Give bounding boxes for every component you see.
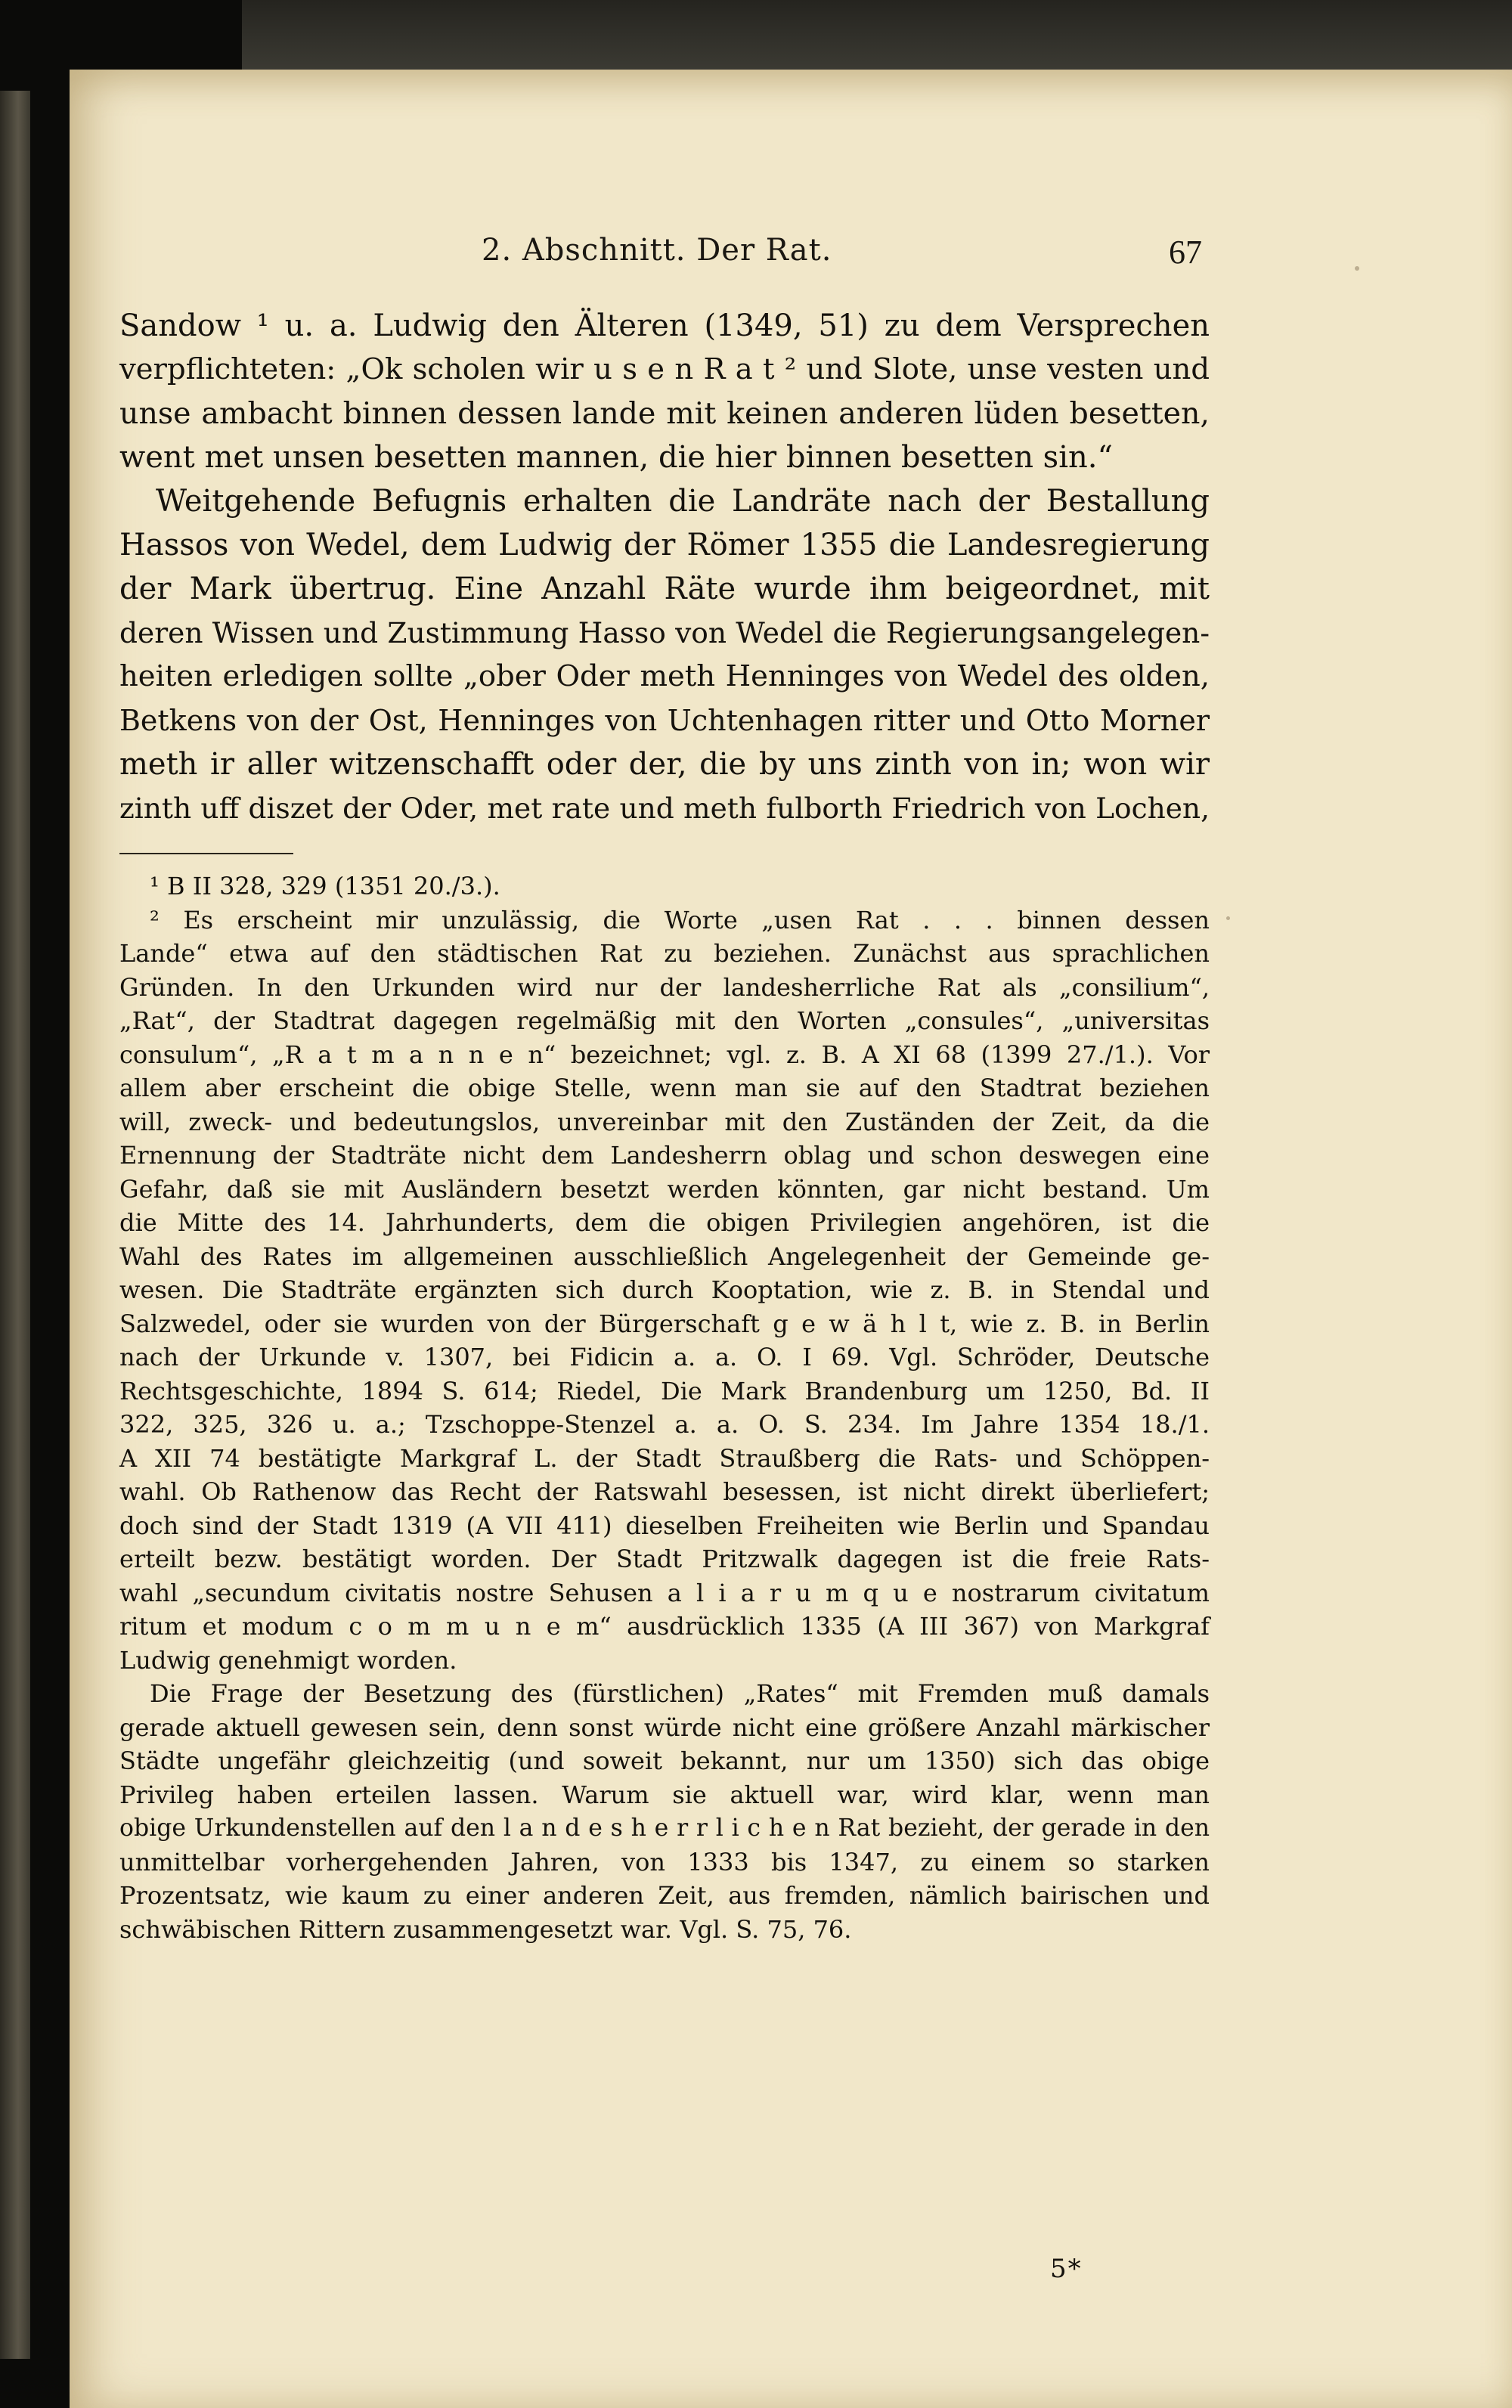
page-body: [119, 304, 1210, 1946]
footnote-line: schwäbischen Rittern zusammengesetzt war. Vgl. S. 75, 76.: [119, 1914, 852, 1944]
footnote-line: Privileg haben erteilen lassen. Warum sie aktuell war, wird klar, wenn man: [119, 1780, 1210, 1809]
footnote-line: Rechtsgeschichte, 1894 S. 614; Riedel, Die Mark Brandenburg um 1250, Bd. II: [119, 1376, 1210, 1405]
footnote-line: A XII 74 bestätigte Markgraf L. der Stadt Straußberg die Rats- und Schöppen-: [119, 1443, 1210, 1473]
text-line: heiten erledigen sollte „ober Oder meth Henninges von Wedel des olden,: [119, 659, 1210, 693]
footnote-line: 322, 325, 326 u. a.; Tzschoppe-Stenzel a. a. O. S. 234. Im Jahre 1354 18./1.: [119, 1410, 1210, 1439]
footnote-line: ¹ B II 328, 329 (1351 20./3.).: [150, 872, 500, 900]
footnotes: [119, 869, 1210, 1946]
running-title: 2. Abschnitt. Der Rat.: [482, 233, 832, 268]
text-line: Sandow ¹ u. a. Ludwig den Älteren (1349, 51) zu dem Versprechen: [119, 308, 1210, 343]
footnote-line: doch sind der Stadt 1319 (A VII 411) dieselben Freiheiten wie Berlin und Spandau: [119, 1511, 1210, 1540]
page-number: 67: [1169, 234, 1202, 271]
text-line: Betkens von der Ost, Henninges von Uchtenhagen ritter und Otto Morner: [119, 704, 1210, 737]
footnote-line: ² Es erscheint mir unzulässig, die Worte „usen Rat . . . binnen dessen: [150, 905, 1210, 934]
footnote-line: Gründen. In den Urkunden wird nur der landesherrliche Rat als „consilium“,: [119, 972, 1210, 1002]
footnote-line: Städte ungefähr gleichzeitig (und soweit bekannt, nur um 1350) sich das obige: [119, 1746, 1210, 1775]
footnote-line: wahl. Ob Rathenow das Recht der Ratswahl besessen, ist nicht direkt überliefert;: [119, 1477, 1210, 1506]
footnote-line: gerade aktuell gewesen sein, denn sonst würde nicht eine größere Anzahl märkischer: [119, 1712, 1210, 1742]
paper-speck: [1226, 916, 1230, 920]
footnote-line: Lande“ etwa auf den städtischen Rat zu beziehen. Zunächst aus sprachlichen: [119, 939, 1210, 968]
text-line: unse ambacht binnen dessen lande mit keinen anderen lüden besetten,: [119, 396, 1210, 431]
footnote-separator: [119, 853, 293, 854]
text-line: Hassos von Wedel, dem Ludwig der Römer 1355 die Landesregierung: [119, 528, 1210, 562]
footnote-line: wahl „secundum civitatis nostre Sehusen a l i a r u m q u e nostrarum civitatum: [119, 1578, 1210, 1607]
footnote-line: nach der Urkunde v. 1307, bei Fidicin a. a. O. I 69. Vgl. Schröder, Deutsche: [119, 1343, 1210, 1371]
footnote-line: unmittelbar vorhergehenden Jahren, von 1333 bis 1347, zu einem so starken: [119, 1847, 1210, 1877]
footnote-line: Ernennung der Stadträte nicht dem Landesherrn oblag und schon deswegen eine: [119, 1141, 1210, 1170]
text-line: went met unsen besetten mannen, die hier binnen besetten sin.“: [119, 440, 1113, 475]
footnote-line: die Mitte des 14. Jahrhunderts, dem die obigen Privilegien angehören, ist die: [119, 1208, 1210, 1237]
text-line: Weitgehende Befugnis erhalten die Landräte nach der Bestallung: [156, 484, 1210, 519]
footnote-line: will, zweck- und bedeutungslos, unvereinbar mit den Zuständen der Zeit, da die: [119, 1107, 1210, 1136]
footnote-line: Salzwedel, oder sie wurden von der Bürgerschaft g e w ä h l t, wie z. B. in Berlin: [119, 1309, 1210, 1338]
footnote-line: obige Urkundenstellen auf den l a n d e s h e r r l i c h e n Rat bezieht, der gerade in den: [119, 1815, 1210, 1842]
text-line: deren Wissen und Zustimmung Hasso von Wedel die Regierungsangelegen-: [119, 616, 1210, 649]
paper-speck: [1355, 266, 1359, 271]
footnote-line: Gefahr, daß sie mit Ausländern besetzt werden könnten, gar nicht bestand. Um: [119, 1174, 1210, 1204]
footnote-line: ritum et modum c o m m u n e m“ ausdrücklich 1335 (A III 367) von Markgraf: [119, 1612, 1210, 1641]
main-text: [119, 304, 1210, 830]
text-line: der Mark übertrug. Eine Anzahl Räte wurde ihm beigeordnet, mit: [119, 572, 1210, 606]
background-board: [242, 0, 1512, 70]
footnote-line: wesen. Die Stadträte ergänzten sich durch Kooptation, wie z. B. in Stendal und: [119, 1275, 1210, 1304]
text-line: zinth uff diszet der Oder, met rate und meth fulborth Friedrich von Lochen,: [119, 792, 1210, 825]
signature-mark: 5*: [1050, 2254, 1083, 2284]
footnote-line: allem aber erscheint die obige Stelle, wenn man sie auf den Stadtrat beziehen: [119, 1074, 1210, 1102]
footnote-line: „Rat“, der Stadtrat dagegen regelmäßig mit den Worten „consules“, „universitas: [119, 1006, 1210, 1035]
footnote-line: consulum“, „R a t m a n n e n“ bezeichnet; vgl. z. B. A XI 68 (1399 27./1.). Vor: [119, 1040, 1210, 1069]
footnote-line: Prozentsatz, wie kaum zu einer anderen Zeit, aus fremden, nämlich bairischen und: [119, 1881, 1210, 1910]
footnote-line: erteilt bezw. bestätigt worden. Der Stadt Pritzwalk dagegen ist die freie Rats-: [119, 1545, 1210, 1573]
text-line: verpflichteten: „Ok scholen wir u s e n R a t ² und Slote, unse vesten und: [119, 352, 1210, 386]
footnote-line: Ludwig genehmigt worden.: [119, 1645, 457, 1675]
text-line: meth ir aller witzenschafft oder der, die by uns zinth von in; won wir: [119, 747, 1210, 782]
adjacent-page-edge: [0, 91, 30, 2359]
footnote-line: Wahl des Rates im allgemeinen ausschließlich Angelegenheit der Gemeinde ge-: [119, 1241, 1210, 1271]
footnote-line: Die Frage der Besetzung des (fürstlichen) „Rates“ mit Fremden muß damals: [150, 1679, 1210, 1708]
